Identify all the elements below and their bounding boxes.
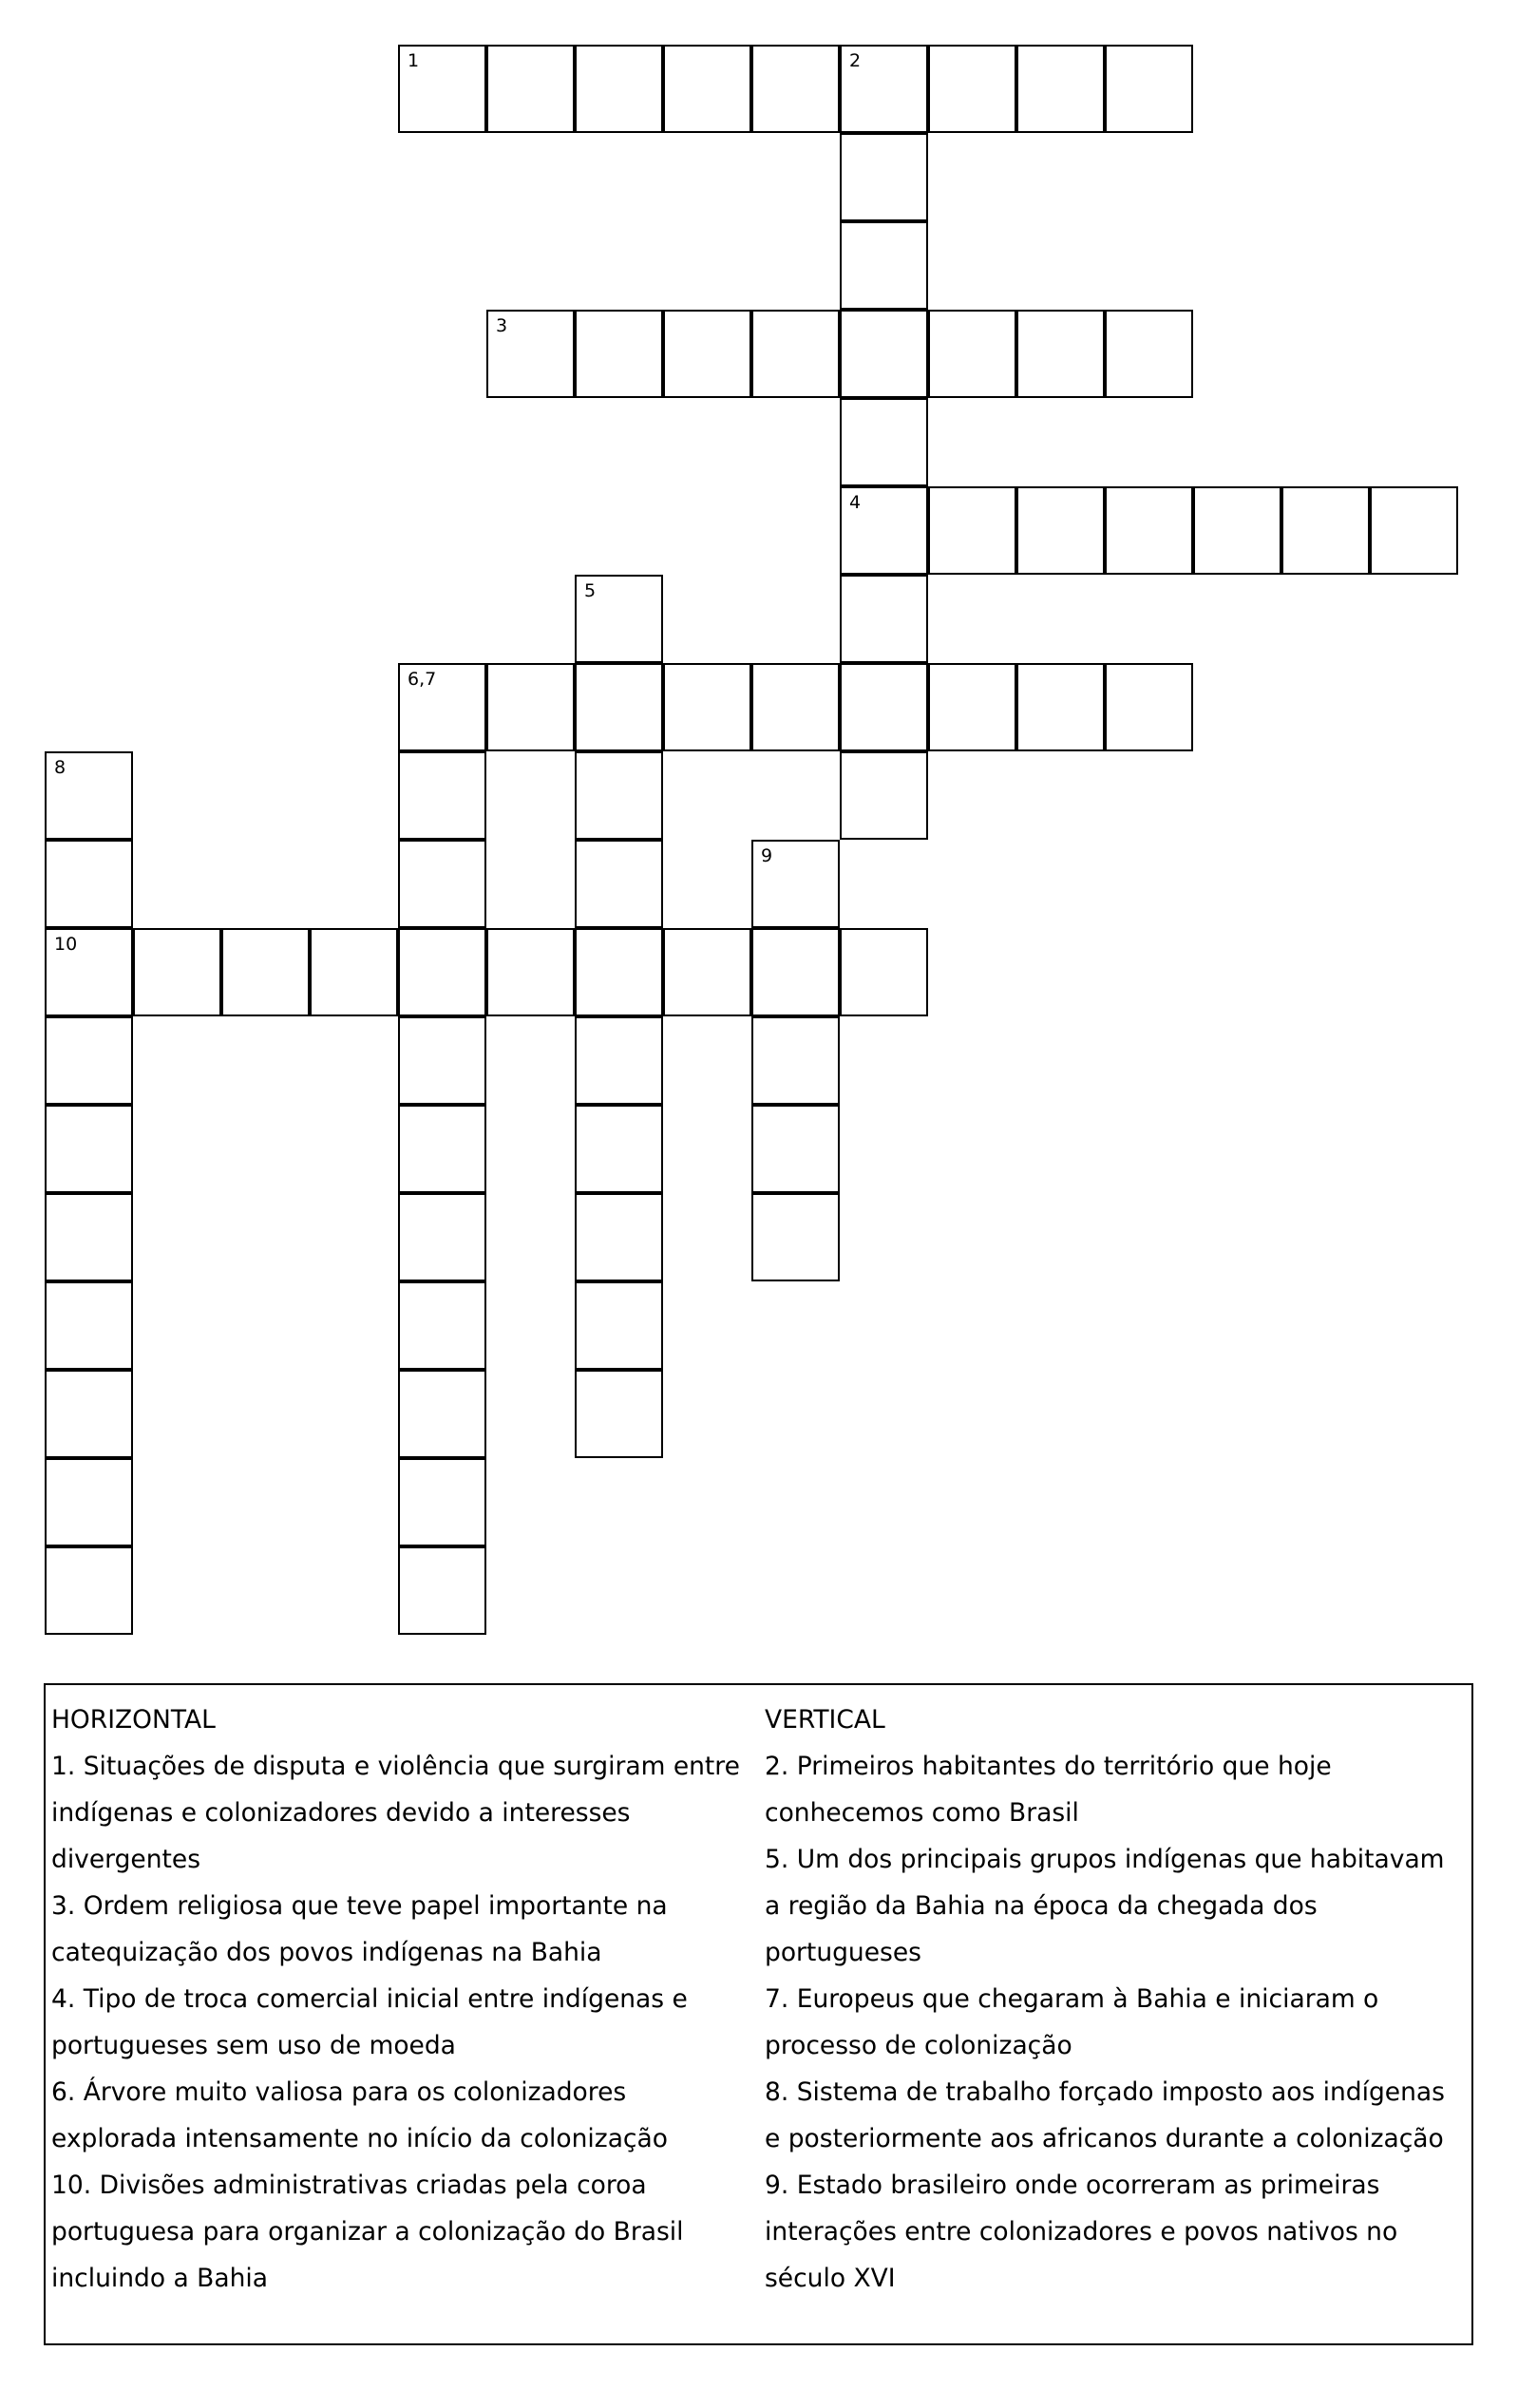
grid-cell[interactable]: [928, 45, 1016, 133]
grid-cell[interactable]: [45, 1105, 133, 1193]
clue-line: 5. Um dos principais grupos indígenas que habitavam: [765, 1845, 1445, 1874]
clue-number: 10: [54, 934, 78, 955]
grid-cell[interactable]: [133, 928, 221, 1016]
grid-cell[interactable]: [840, 133, 928, 221]
grid-cell[interactable]: [45, 1546, 133, 1635]
grid-cell[interactable]: [486, 928, 575, 1016]
grid-cell[interactable]: [398, 1458, 486, 1546]
grid-cell[interactable]: [310, 928, 398, 1016]
grid-cell[interactable]: [928, 663, 1016, 751]
grid-cell[interactable]: [751, 45, 840, 133]
grid-cell[interactable]: [1193, 486, 1281, 575]
grid-cell[interactable]: [1105, 45, 1193, 133]
clue-number: 5: [584, 580, 597, 601]
clue-number: 3: [496, 315, 508, 336]
clue-line: e posteriormente aos africanos durante a colonização: [765, 2124, 1444, 2153]
clue-line: 9. Estado brasileiro onde ocorreram as primeiras: [765, 2171, 1380, 2200]
grid-cell[interactable]: [575, 575, 663, 663]
grid-cell[interactable]: [398, 1281, 486, 1370]
clue-line: 8. Sistema de trabalho forçado imposto aos indígenas: [765, 2077, 1445, 2107]
grid-cell[interactable]: [45, 1281, 133, 1370]
horizontal-clues: [51, 1697, 750, 2302]
grid-cell[interactable]: [575, 1105, 663, 1193]
grid-cell[interactable]: [1105, 663, 1193, 751]
grid-cell[interactable]: [45, 1193, 133, 1281]
grid-cell[interactable]: [398, 663, 486, 751]
grid-cell[interactable]: [575, 1281, 663, 1370]
grid-cell[interactable]: [751, 1105, 840, 1193]
clue-line: 4. Tipo de troca comercial inicial entre indígenas e: [51, 1984, 688, 2014]
clue-line: explorada intensamente no início da colonização: [51, 2124, 668, 2153]
grid-cell[interactable]: [486, 663, 575, 751]
grid-cell[interactable]: [663, 310, 751, 398]
clue-line: 10. Divisões administrativas criadas pela coroa: [51, 2171, 647, 2200]
grid-cell[interactable]: [45, 751, 133, 840]
grid-cell[interactable]: [45, 928, 133, 1016]
grid-cell[interactable]: [840, 928, 928, 1016]
grid-cell[interactable]: [840, 751, 928, 840]
clue-line: 2. Primeiros habitantes do território que hoje: [765, 1752, 1332, 1781]
grid-cell[interactable]: [398, 751, 486, 840]
grid-cell[interactable]: [398, 840, 486, 928]
clue-line: 6. Árvore muito valiosa para os colonizadores: [51, 2077, 627, 2107]
grid-cell[interactable]: [575, 1016, 663, 1105]
grid-cell[interactable]: [1016, 486, 1105, 575]
grid-cell[interactable]: [398, 1016, 486, 1105]
grid-cell[interactable]: [398, 45, 486, 133]
clue-line: 7. Europeus que chegaram à Bahia e iniciaram o: [765, 1984, 1379, 2014]
horizontal-heading: HORIZONTAL: [51, 1705, 216, 1735]
grid-cell[interactable]: [1281, 486, 1370, 575]
grid-cell[interactable]: [575, 840, 663, 928]
clue-line: a região da Bahia na época da chegada dos: [765, 1891, 1318, 1921]
clue-number: 2: [849, 50, 862, 71]
grid-cell[interactable]: [575, 1370, 663, 1458]
grid-cell[interactable]: [751, 310, 840, 398]
grid-cell[interactable]: [45, 1370, 133, 1458]
clue-line: 1. Situações de disputa e violência que surgiram entre: [51, 1752, 740, 1781]
grid-cell[interactable]: [486, 310, 575, 398]
grid-cell[interactable]: [398, 1193, 486, 1281]
grid-cell[interactable]: [840, 45, 928, 133]
grid-cell[interactable]: [751, 663, 840, 751]
clue-line: interações entre colonizadores e povos nativos no: [765, 2217, 1398, 2247]
grid-cell[interactable]: [1105, 486, 1193, 575]
clue-line: portuguesa para organizar a colonização do Brasil: [51, 2217, 684, 2247]
grid-cell[interactable]: [840, 221, 928, 310]
clue-line: século XVI: [765, 2264, 896, 2293]
grid-cell[interactable]: [840, 575, 928, 663]
grid-cell[interactable]: [663, 45, 751, 133]
grid-cell[interactable]: [45, 1458, 133, 1546]
grid-cell[interactable]: [486, 45, 575, 133]
vertical-heading: VERTICAL: [765, 1705, 885, 1735]
clue-number: 4: [849, 492, 862, 513]
clue-number: 8: [54, 757, 66, 778]
grid-cell[interactable]: [398, 928, 486, 1016]
grid-cell[interactable]: [45, 1016, 133, 1105]
clue-line: portugueses sem uso de moeda: [51, 2031, 456, 2060]
grid-cell[interactable]: [751, 1193, 840, 1281]
grid-cell[interactable]: [840, 398, 928, 486]
grid-cell[interactable]: [1016, 663, 1105, 751]
grid-cell[interactable]: [840, 310, 928, 398]
clue-line: conhecemos como Brasil: [765, 1798, 1079, 1828]
grid-cell[interactable]: [840, 486, 928, 575]
grid-cell[interactable]: [575, 928, 663, 1016]
grid-cell[interactable]: [928, 486, 1016, 575]
grid-cell[interactable]: [751, 928, 840, 1016]
grid-cell[interactable]: [928, 310, 1016, 398]
clue-line: catequização dos povos indígenas na Bahia: [51, 1938, 602, 1967]
grid-cell[interactable]: [575, 45, 663, 133]
grid-cell[interactable]: [221, 928, 310, 1016]
clue-line: processo de colonização: [765, 2031, 1072, 2060]
grid-cell[interactable]: [663, 663, 751, 751]
grid-cell[interactable]: [1370, 486, 1458, 575]
grid-cell[interactable]: [1016, 45, 1105, 133]
grid-cell[interactable]: [398, 1546, 486, 1635]
grid-cell[interactable]: [840, 663, 928, 751]
clues-box: [44, 1683, 1473, 2345]
grid-cell[interactable]: [575, 310, 663, 398]
grid-cell[interactable]: [575, 751, 663, 840]
clue-line: indígenas e colonizadores devido a interesses: [51, 1798, 631, 1828]
clue-line: portugueses: [765, 1938, 921, 1967]
clue-number: 1: [408, 50, 420, 71]
grid-cell[interactable]: [663, 928, 751, 1016]
vertical-clues: [765, 1697, 1472, 2302]
clue-number: 6,7: [408, 669, 437, 690]
grid-cell[interactable]: [751, 840, 840, 928]
clue-line: 3. Ordem religiosa que teve papel importante na: [51, 1891, 668, 1921]
grid-cell[interactable]: [1105, 310, 1193, 398]
grid-cell[interactable]: [751, 1016, 840, 1105]
clue-number: 9: [761, 845, 773, 866]
grid-cell[interactable]: [398, 1105, 486, 1193]
grid-cell[interactable]: [575, 663, 663, 751]
grid-cell[interactable]: [398, 1370, 486, 1458]
grid-cell[interactable]: [575, 1193, 663, 1281]
clue-line: divergentes: [51, 1845, 201, 1874]
grid-cell[interactable]: [45, 840, 133, 928]
clue-line: incluindo a Bahia: [51, 2264, 268, 2293]
grid-cell[interactable]: [1016, 310, 1105, 398]
